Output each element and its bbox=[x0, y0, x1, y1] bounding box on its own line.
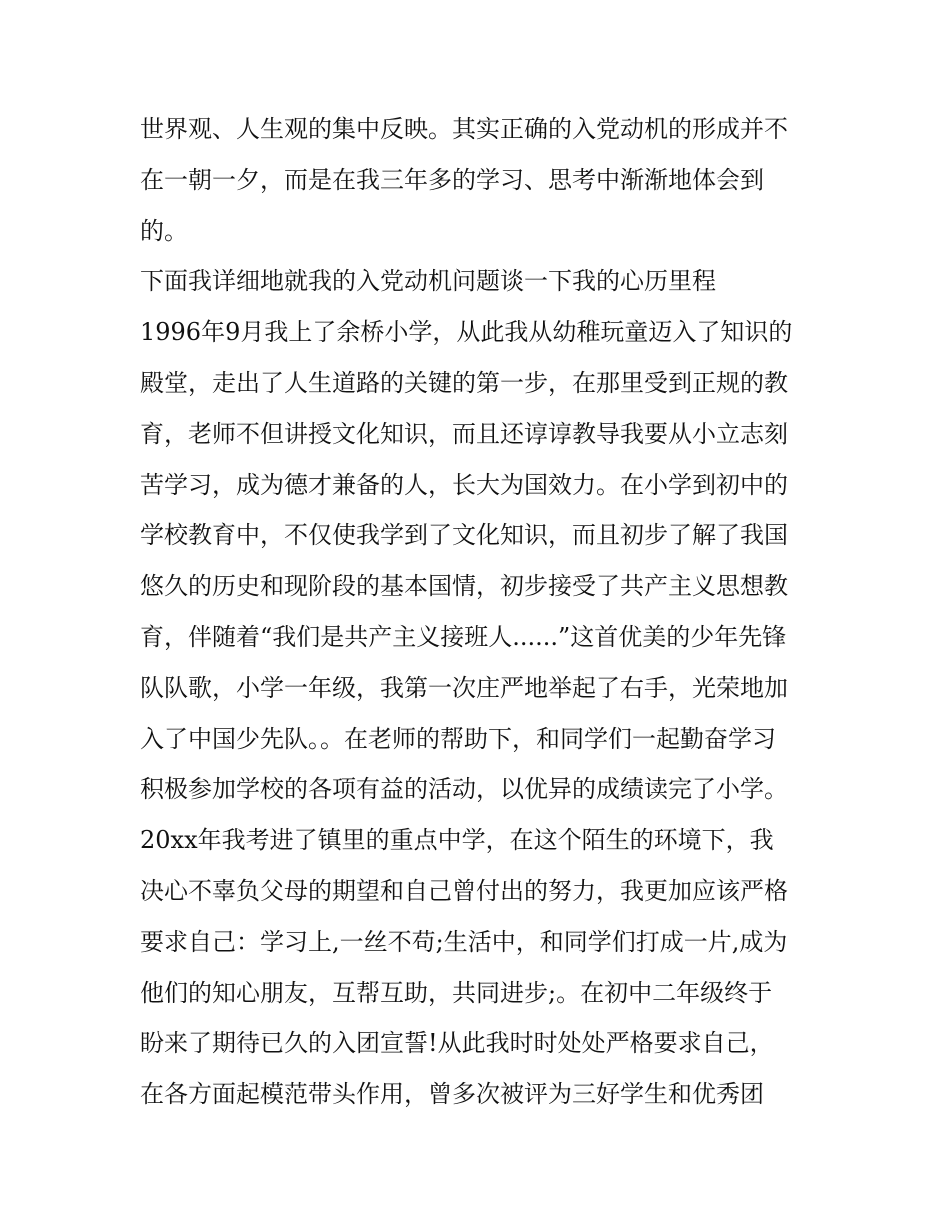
text-line: 在一朝一夕，而是在我三年多的学习、思考中渐渐地体会到 bbox=[140, 165, 764, 194]
text-line: 下面我详细地就我的入党动机问题谈一下我的心历里程 bbox=[140, 267, 716, 296]
text-line: 积极参加学校的各项有益的活动，以优异的成绩读完了小学。 bbox=[140, 775, 788, 804]
text-line: 的。 bbox=[140, 216, 188, 245]
text-line: 育，伴随着“我们是共产主义接班人......”这首优美的少年先锋 bbox=[140, 622, 787, 651]
text-line: 入了中国少先队。。在老师的帮助下，和同学们一起勤奋学习 bbox=[140, 724, 776, 753]
text-line: 决心不辜负父母的期望和自己曾付出的努力，我更加应该严格 bbox=[140, 876, 788, 905]
text-line: 1996年9月我上了余桥小学，从此我从幼稚玩童迈入了知识的 bbox=[140, 318, 793, 347]
text-line: 他们的知心朋友，互帮互助，共同进步;。在初中二年级终于 bbox=[140, 978, 773, 1007]
text-line: 盼来了期待已久的入团宣誓!从此我时时处处严格要求自己， bbox=[140, 1029, 774, 1058]
text-line: 殿堂，走出了人生道路的关键的第一步，在那里受到正规的教 bbox=[140, 368, 788, 397]
text-line: 20xx年我考进了镇里的重点中学，在这个陌生的环境下，我 bbox=[140, 826, 774, 855]
text-line: 学校教育中，不仅使我学到了文化知识，而且初步了解了我国 bbox=[140, 521, 788, 550]
text-line: 要求自己：学习上,一丝不苟;生活中，和同学们打成一片,成为 bbox=[140, 927, 788, 956]
text-line: 悠久的历史和现阶段的基本国情，初步接受了共产主义思想教 bbox=[140, 572, 788, 601]
text-line: 世界观、人生观的集中反映。其实正确的入党动机的形成并不 bbox=[140, 115, 788, 143]
text-line: 在各方面起模范带头作用，曾多次被评为三好学生和优秀团 bbox=[140, 1080, 764, 1109]
text-line: 苦学习，成为德才兼备的人，长大为国效力。在小学到初中的 bbox=[140, 470, 788, 499]
text-line: 队队歌，小学一年级，我第一次庄严地举起了右手，光荣地加 bbox=[140, 673, 788, 702]
text-line: 育，老师不但讲授文化知识，而且还谆谆教导我要从小立志刻 bbox=[140, 419, 788, 448]
body-text bbox=[140, 104, 820, 1120]
